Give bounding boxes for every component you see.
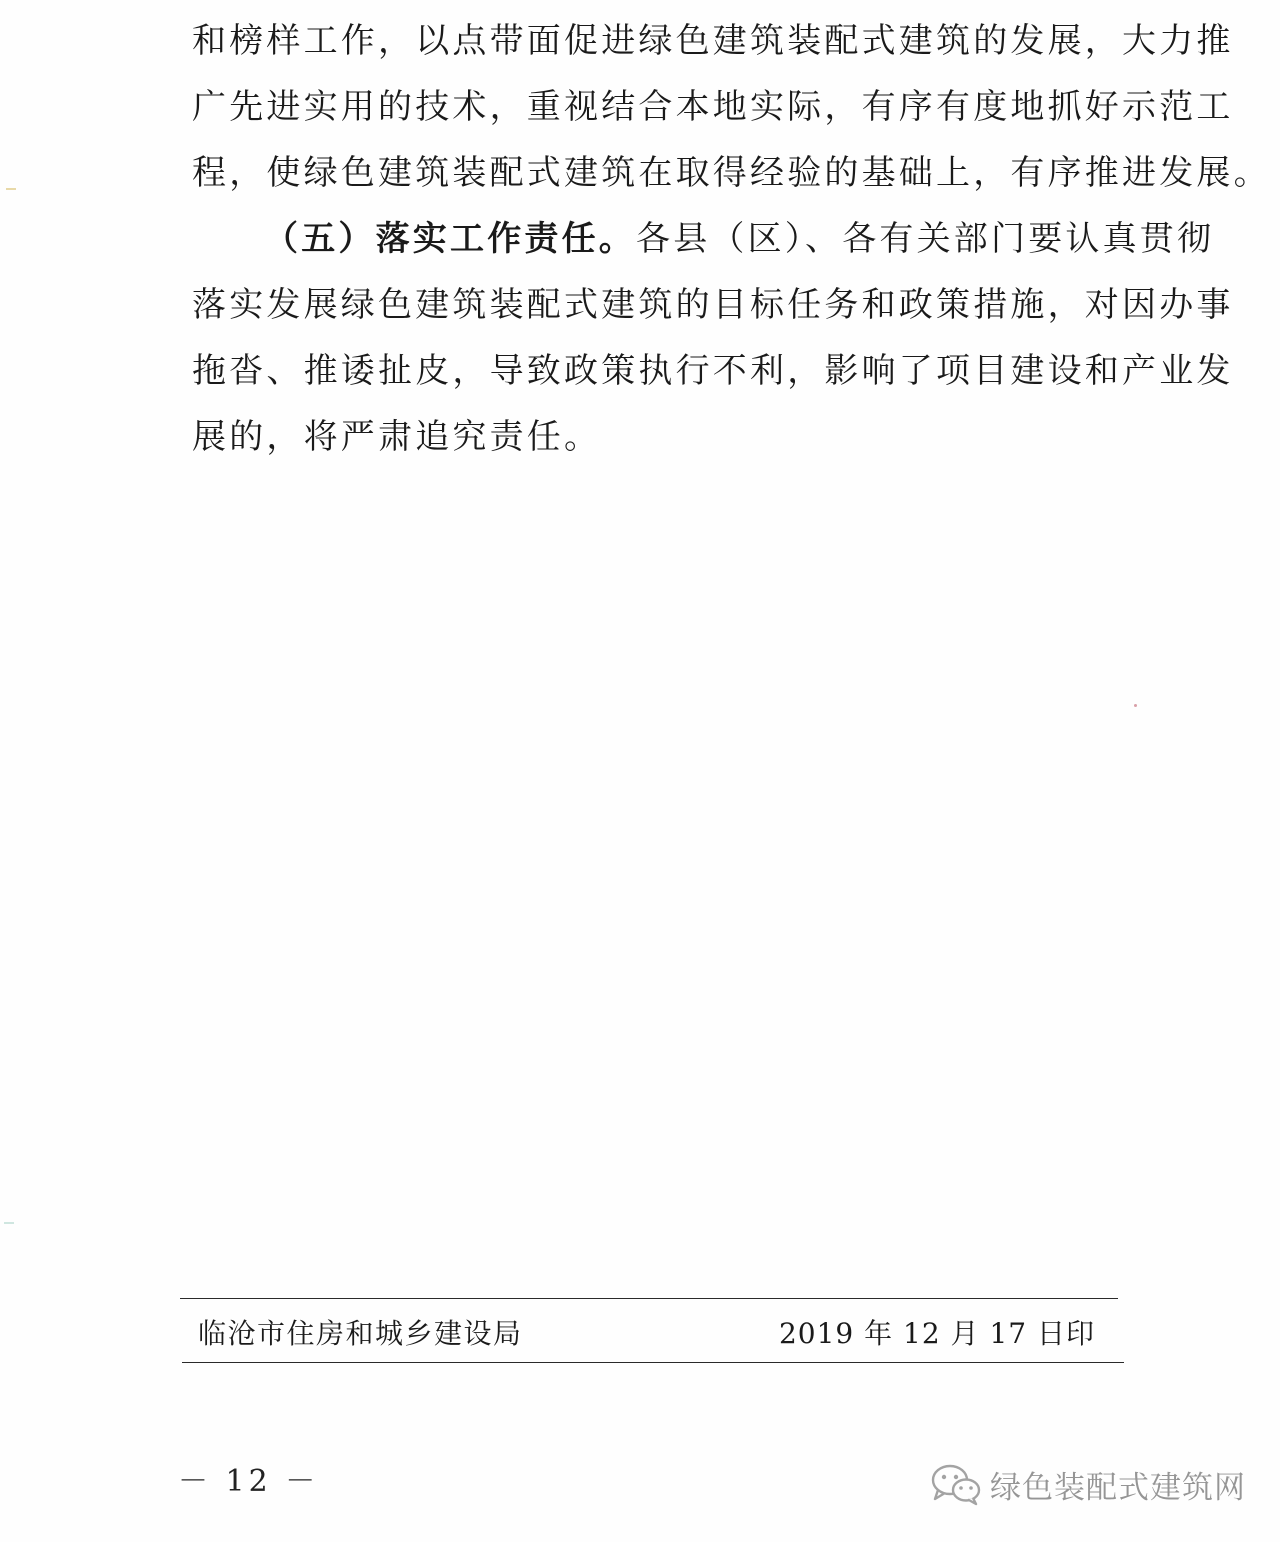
watermark-text: 绿色装配式建筑网 [990, 1469, 1246, 1506]
paragraph-line: 和榜样工作，以点带面促进绿色建筑装配式建筑的发展，大力推 [192, 21, 1234, 61]
paragraph-line: 拖沓、推诿扯皮，导致政策执行不利，影响了项目建设和产业发 [192, 351, 1234, 391]
page-number: － 12 － [178, 1464, 320, 1499]
section-five-heading: （五）落实工作责任。 [264, 219, 636, 259]
scan-artifact [4, 1222, 14, 1224]
colophon-bottom-rule [182, 1362, 1124, 1363]
wechat-icon [928, 1462, 984, 1506]
colophon-top-rule [180, 1298, 1118, 1299]
section-five-first-line [192, 206, 1215, 272]
paragraph-line: 落实发展绿色建筑装配式建筑的目标任务和政策措施，对因办事 [192, 285, 1234, 325]
section-five-first-line-text: 各县（区）、各有关部门要认真贯彻 [636, 219, 1215, 259]
watermark [928, 1462, 1246, 1506]
print-date: 2019 年 12 月 17 日印 [778, 1317, 1095, 1350]
scan-artifact [6, 188, 16, 190]
paragraph-line: 展的，将严肃追究责任。 [192, 417, 602, 457]
paragraph-line: 广先进实用的技术，重视结合本地实际，有序有度地抓好示范工 [192, 87, 1234, 127]
paragraph-line: 程，使绿色建筑装配式建筑在取得经验的基础上，有序推进发展。 [192, 153, 1271, 193]
issuing-authority: 临沧市住房和城乡建设局 [198, 1317, 523, 1350]
colophon [180, 1298, 1125, 1366]
scan-speck [1134, 704, 1137, 707]
document-body [192, 8, 1271, 470]
